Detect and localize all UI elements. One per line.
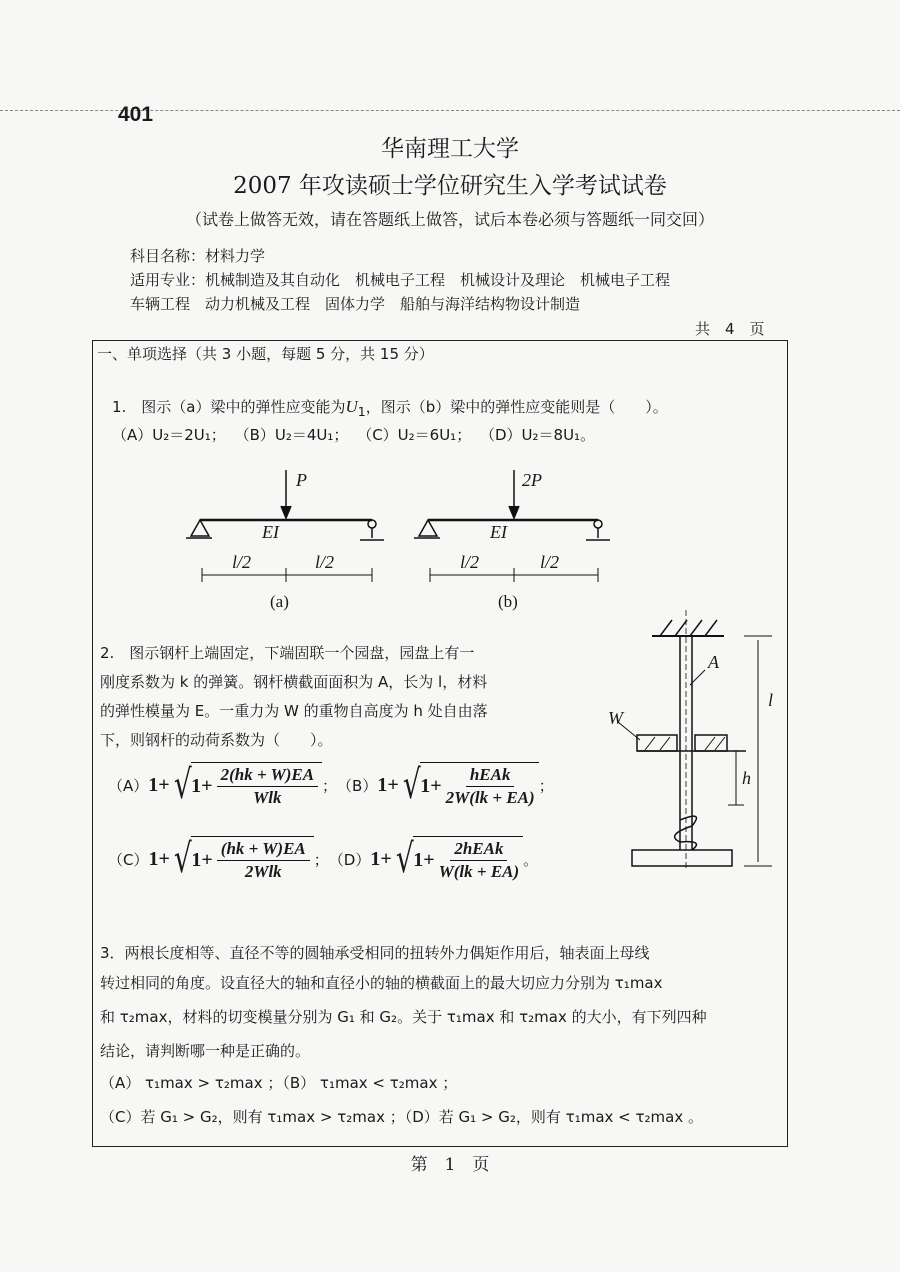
q2-option-c[interactable] [108, 836, 538, 882]
q2-line-3: 的弹性模量为 E。一重力为 W 的重物自高度为 h 处自由落 [100, 702, 488, 720]
beam-b-ei: EI [490, 522, 507, 542]
one-plus: 1+ [148, 773, 170, 796]
beam-a-load: P [296, 470, 307, 490]
majors-line-1: 适用专业：机械制造及其自动化 机械电子工程 机械设计及理论 机械电子工程 [130, 271, 671, 289]
height-label: h [742, 768, 751, 788]
subject: 科目名称：材料力学 [130, 247, 266, 265]
q3-options-cd[interactable]: （C）若 G₁ > G₂，则有 τ₁max > τ₂max ；（D）若 G₁ > G₂，则有 τ₁max < τ₂max 。 [100, 1108, 703, 1126]
q1-u1: U [345, 397, 358, 416]
beam-b-diagram [414, 470, 610, 582]
university-name: 华南理工大学 [381, 136, 519, 162]
rod-area-label: A [708, 652, 719, 672]
q2-line-4: 下，则钢杆的动荷系数为（ ）。 [100, 731, 333, 749]
denominator: 2W(lk + EA) [445, 788, 535, 807]
q2-option-c-label: （C） [108, 850, 149, 869]
weight-label: W [608, 708, 623, 728]
one-plus: 1+ [370, 847, 392, 870]
q3-line-3: 和 τ₂max，材料的切变模量分别为 G₁ 和 G₂。关于 τ₁max 和 τ₂max 的大小，有下列四种 [100, 1008, 707, 1026]
notice: （试卷上做答无效，请在答题纸上做答，试后本卷必须与答题纸一同交回） [185, 210, 714, 229]
exam-code: 401 [118, 103, 154, 126]
beam-b-caption: (b) [498, 592, 518, 611]
q2-line-2: 刚度系数为 k 的弹簧。钢杆横截面面积为 A，长为 l，材料 [100, 673, 488, 691]
rod-length-label: l [768, 690, 774, 710]
total-pages: 共 4 页 [695, 320, 765, 338]
sep: ； [538, 776, 554, 795]
q2-line-1: 2. 图示钢杆上端固定，下端固联一个园盘，园盘上有一 [100, 644, 475, 662]
beam-b-right-half: l/2 [540, 552, 560, 572]
q1-u1-sub: 1 [357, 404, 366, 419]
q1-option-c[interactable]: （C）U₂＝6U₁； [357, 426, 472, 444]
sqrt-icon: √ [173, 762, 192, 808]
sqrt-icon: √ [395, 836, 414, 882]
q2-option-b-label[interactable]: （B） [337, 776, 378, 795]
q3-line-2: 转过相同的角度。设直径大的轴和直径小的轴的横截面上的最大切应力分别为 τ₁max [100, 974, 663, 992]
beam-b-load: 2P [522, 470, 542, 490]
numerator: 2(hk + W)EA [217, 765, 318, 787]
one-plus: 1+ [148, 847, 170, 870]
inner-one: 1+ [191, 775, 213, 797]
rod-diagram [618, 610, 772, 870]
q1-stem-b: ，图示（b）梁中的弹性应变能则是（ ）。 [365, 398, 668, 416]
beam-a-caption: (a) [270, 592, 289, 611]
q2-option-a[interactable] [108, 762, 554, 808]
sqrt-icon: √ [173, 836, 192, 882]
exam-title: 2007 年攻读硕士学位研究生入学考试试卷 [233, 173, 667, 199]
numerator: (hk + W)EA [217, 839, 310, 861]
q2-option-d-label[interactable]: （D） [328, 850, 371, 869]
one-plus: 1+ [377, 773, 399, 796]
majors-line-2: 车辆工程 动力机械及工程 固体力学 船舶与海洋结构物设计制造 [130, 295, 581, 313]
beam-a-diagram [186, 470, 384, 582]
page-number: 第 1 页 [410, 1155, 490, 1175]
sep: ； [313, 850, 329, 869]
q1-option-d[interactable]: （D）U₂＝8U₁。 [479, 426, 596, 444]
beam-a-ei: EI [262, 522, 279, 542]
beam-b-left-half: l/2 [460, 552, 480, 572]
q2-option-a-label: （A） [108, 776, 149, 795]
q3-options-ab[interactable]: （A） τ₁max > τ₂max ；（B） τ₁max < τ₂max ； [100, 1074, 458, 1092]
q1-option-a[interactable]: （A）U₂＝2U₁； [112, 426, 226, 444]
numerator: 2hEAk [450, 839, 507, 861]
q1-option-b[interactable]: （B）U₂＝4U₁； [234, 426, 349, 444]
numerator: hEAk [466, 765, 515, 787]
inner-one: 1+ [420, 775, 442, 797]
inner-one: 1+ [413, 849, 435, 871]
denominator: W(lk + EA) [438, 862, 520, 881]
q1-stem-a: 1. 图示（a）梁中的弹性应变能为 [112, 398, 346, 416]
beam-a-right-half: l/2 [315, 552, 335, 572]
sqrt-icon: √ [402, 762, 421, 808]
section-title: 一、单项选择（共 3 小题，每题 5 分，共 15 分） [97, 345, 434, 363]
denominator: Wlk [253, 788, 282, 807]
q3-line-4: 结论，请判断哪一种是正确的。 [100, 1042, 311, 1060]
q3-line-1: 3．两根长度相等、直径不等的圆轴承受相同的扭转外力偶矩作用后，轴表面上母线 [100, 944, 650, 962]
denominator: 2Wlk [244, 862, 282, 881]
inner-one: 1+ [191, 849, 213, 871]
sep: ； [322, 776, 338, 795]
sep: 。 [523, 850, 539, 869]
beam-a-left-half: l/2 [232, 552, 252, 572]
